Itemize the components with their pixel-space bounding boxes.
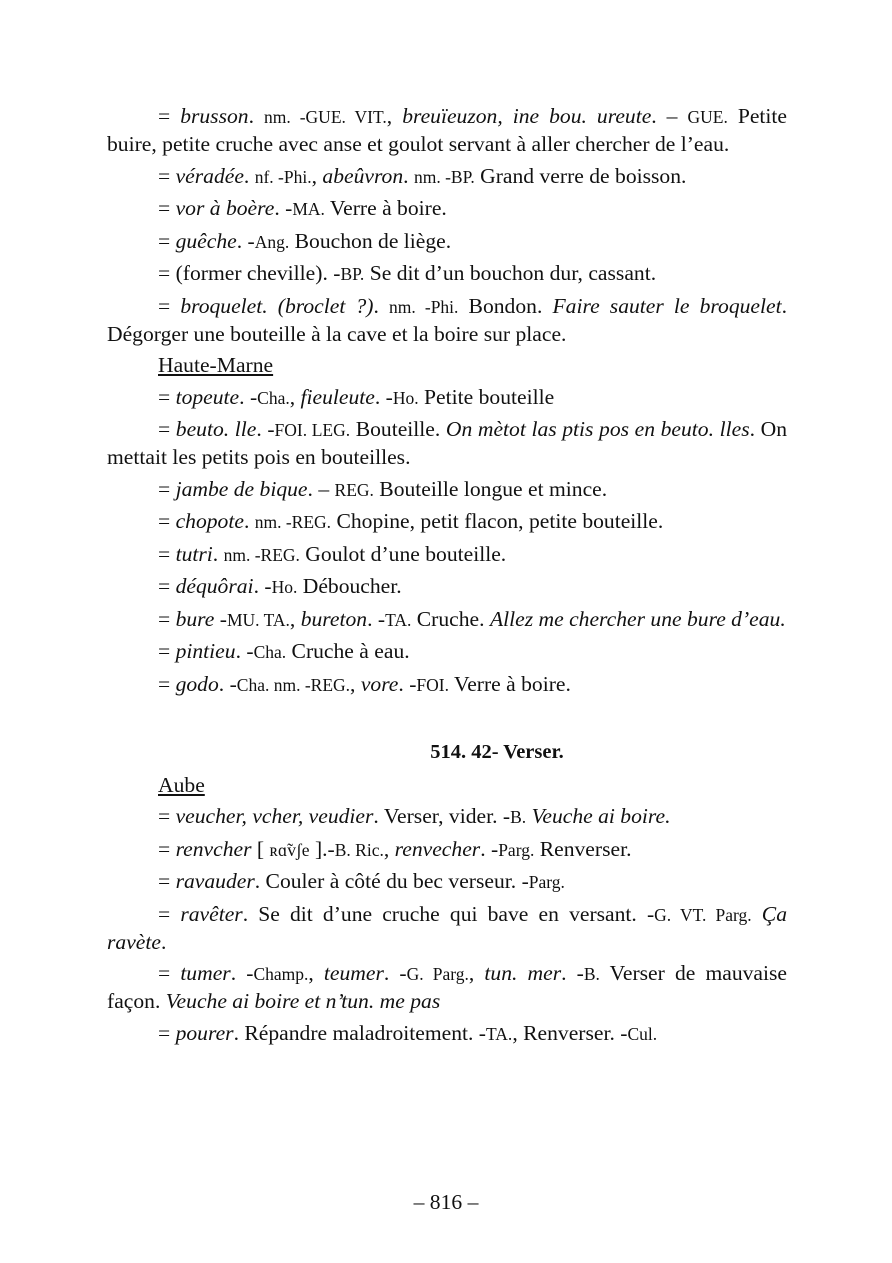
entry-text: . Couler à côté du bec verseur. -: [254, 869, 529, 893]
region-heading: Haute-Marne: [158, 353, 274, 377]
entry-text: ,: [308, 961, 324, 985]
source-abbreviation: Ang.: [254, 231, 290, 252]
entry-text: = (former cheville). -: [158, 261, 341, 285]
dialect-term: vor à boère: [175, 196, 275, 220]
source-abbreviation: FOI. LEG.: [274, 420, 351, 440]
dialect-term: brusson: [180, 104, 249, 128]
entry-text: Renverser.: [534, 836, 632, 861]
dialect-term: renvcher: [175, 836, 252, 861]
entry-text: . -: [374, 384, 393, 409]
source-abbreviation: B. Ric.: [334, 839, 384, 860]
entry-text: . -: [561, 961, 584, 985]
entry-text: . -: [239, 384, 258, 409]
dialect-term: vore: [360, 671, 399, 696]
source-abbreviation: ʀɑ̃vʃe: [269, 839, 310, 860]
dialect-term: Allez me chercher une bure d’eau.: [489, 606, 786, 631]
dictionary-entry: [107, 606, 787, 634]
dialect-term: Ça ravète: [107, 901, 787, 954]
entry-text: Verre à boire.: [448, 671, 571, 696]
entry-text: =: [158, 196, 176, 220]
dictionary-entry: [107, 803, 787, 831]
dialect-term: ravêter: [180, 901, 243, 926]
entry-text: .: [160, 929, 167, 954]
source-abbreviation: Ho.: [271, 577, 298, 597]
entry-text: =: [158, 639, 176, 663]
dictionary-entry: [107, 163, 787, 191]
source-abbreviation: MU. TA.: [226, 609, 290, 630]
entry-text: Déboucher.: [297, 574, 402, 598]
entry-text: .: [248, 104, 264, 128]
source-abbreviation: Parg.: [528, 872, 565, 892]
source-abbreviation: GUE.: [687, 107, 728, 127]
entry-text: =: [158, 869, 176, 893]
entry-text: .: [243, 163, 255, 188]
source-abbreviation: nm. -GUE. VIT.: [264, 107, 387, 127]
entry-text: =: [158, 476, 176, 501]
dialect-term: renvecher: [394, 836, 481, 861]
entry-text: .: [243, 509, 255, 533]
source-abbreviation: BP.: [340, 264, 365, 284]
region-heading: Aube: [158, 772, 205, 797]
source-abbreviation: nf. -Phi.: [254, 166, 312, 187]
entry-text: =: [158, 384, 176, 409]
entry-text: Petite bouteille: [418, 384, 555, 409]
entry-text: =: [158, 104, 181, 128]
dictionary-entry: [107, 195, 787, 223]
entry-text: =: [158, 228, 176, 253]
dictionary-entry: [107, 573, 787, 601]
dialect-term: veucher, vcher, veudier: [175, 804, 374, 828]
dialect-term: pintieu: [175, 639, 236, 663]
entry-text: . -: [218, 671, 237, 696]
entry-text: . -: [383, 961, 407, 985]
entry-text: Bouteille.: [350, 417, 446, 441]
source-abbreviation: nm. -BP.: [413, 166, 475, 187]
entry-text: . -: [480, 836, 499, 861]
page-body: [107, 103, 787, 1052]
dialect-term: véradée: [175, 163, 244, 188]
entry-text: Bouteille longue et mince.: [373, 476, 608, 501]
source-abbreviation: Ho.: [392, 387, 419, 408]
page-number: – 816 –: [413, 1190, 479, 1214]
dialect-term: guêche: [175, 228, 237, 253]
entry-text: ].-: [309, 836, 335, 861]
dictionary-entry: [107, 638, 787, 666]
dialect-term: Faire sauter le broquelet: [552, 293, 782, 318]
source-abbreviation: MA.: [292, 199, 325, 219]
dictionary-entry: [107, 228, 787, 256]
dictionary-entry: [107, 1020, 787, 1048]
source-abbreviation: Cha.: [253, 642, 287, 662]
dialect-term: Veuche ai boire.: [531, 804, 671, 828]
dialect-term: bure: [175, 606, 215, 631]
entry-text: Petite buire, petite cruche avec anse et goulot servant à aller chercher de l’eau.: [107, 104, 788, 156]
entry-text: . Répandre maladroitement. -: [233, 1020, 486, 1045]
dictionary-entry: [107, 293, 787, 348]
source-abbreviation: REG.: [334, 479, 374, 500]
dialect-term: teumer: [323, 961, 384, 985]
entry-text: ,: [350, 671, 361, 696]
dialect-term: ravauder: [175, 869, 255, 893]
source-abbreviation: nm. -REG.: [254, 512, 332, 532]
entry-text: . Se dit d’une cruche qui bave en versant. -: [242, 901, 655, 926]
section-title: 514. 42- Verser.: [430, 740, 564, 763]
source-abbreviation: Cha. nm. -REG.: [236, 674, 351, 695]
source-abbreviation: FOI.: [416, 674, 449, 695]
entry-text: Bouchon de liège.: [289, 228, 452, 253]
dictionary-entry: [107, 836, 787, 864]
dictionary-entry: [107, 671, 787, 699]
entry-text: =: [158, 541, 176, 566]
source-abbreviation: nm. -REG.: [223, 544, 300, 565]
entry-text: =: [158, 671, 176, 696]
entry-text: =: [158, 574, 176, 598]
source-abbreviation: Cha.: [257, 387, 290, 408]
entry-text: ,: [383, 836, 395, 861]
dictionary-entry: [107, 508, 787, 536]
entry-text: ,: [289, 606, 301, 631]
dialect-term: beuto. lle: [175, 417, 257, 441]
entry-text: . -: [236, 228, 255, 253]
entry-text: Cruche.: [411, 606, 490, 631]
entry-text: . -: [253, 574, 272, 598]
entry-text: , Renverser. -: [512, 1020, 628, 1045]
entry-text: Goulot d’une bouteille.: [299, 541, 507, 566]
entry-text: Verre à boire.: [324, 196, 447, 220]
entry-text: ,: [311, 163, 323, 188]
dialect-term: jambe de bique: [175, 476, 308, 501]
entry-text: =: [158, 417, 176, 441]
dialect-term: breuïeuzon, ine bou. ureute: [402, 104, 652, 128]
entry-text: . -: [230, 961, 254, 985]
dialect-term: déquôrai: [175, 574, 254, 598]
dictionary-entry: [107, 384, 787, 412]
entry-text: Verser de mauvaise façon.: [107, 961, 788, 1013]
source-abbreviation: G. Parg.: [406, 964, 469, 984]
entry-text: [752, 902, 762, 926]
entry-text: =: [158, 961, 181, 985]
dictionary-entry: [107, 901, 787, 956]
entry-text: ,: [289, 384, 301, 409]
entry-text: Cruche à eau.: [286, 639, 410, 663]
entry-text: Bondon.: [458, 293, 553, 318]
entry-text: . -: [367, 606, 386, 631]
dialect-term: tun. mer: [484, 961, 562, 985]
entry-text: . -: [398, 671, 417, 696]
entry-text: . -: [235, 639, 254, 663]
dialect-term: bureton: [300, 606, 368, 631]
source-abbreviation: B.: [583, 964, 600, 984]
dictionary-entry: [107, 476, 787, 504]
source-abbreviation: Champ.: [253, 964, 309, 984]
entry-text: Chopine, petit flacon, petite bouteille.: [331, 509, 664, 533]
entry-text: Grand verre de boisson.: [474, 163, 687, 188]
dictionary-entry: [107, 416, 787, 471]
entry-text: . Dégorger une bouteille à la cave et la boire sur place.: [107, 293, 787, 346]
dialect-term: broquelet. (broclet ?): [180, 293, 374, 318]
entry-text: ,: [386, 104, 403, 128]
entry-text: . –: [307, 476, 335, 501]
entry-text: ,: [468, 961, 485, 985]
entry-text: -: [214, 606, 227, 631]
dialect-term: On mètot las ptis pos en beuto. lles: [445, 417, 750, 441]
entry-text: =: [158, 804, 176, 828]
dictionary-entry: [107, 868, 787, 896]
entry-text: [: [251, 836, 270, 861]
entry-text: =: [158, 163, 176, 188]
entry-text: =: [158, 606, 176, 631]
dialect-term: pourer: [175, 1020, 234, 1045]
entry-text: Se dit d’un bouchon dur, cassant.: [364, 261, 657, 285]
entry-text: =: [158, 836, 176, 861]
entry-text: =: [158, 901, 181, 926]
dialect-term: tutri: [175, 541, 213, 566]
source-abbreviation: Parg.: [498, 839, 535, 860]
entry-text: .: [373, 293, 390, 318]
source-abbreviation: G. VT. Parg.: [654, 904, 752, 925]
entry-text: . Verser, vider. -: [373, 804, 511, 828]
source-abbreviation: Cul.: [627, 1023, 658, 1044]
entry-text: .: [212, 541, 224, 566]
dictionary-entry: [107, 103, 787, 158]
dialect-term: tumer: [180, 961, 231, 985]
dialect-term: chopote: [175, 509, 244, 533]
dictionary-entry: [107, 960, 787, 1015]
dialect-term: Veuche ai boire et n’tun. me pas: [165, 989, 441, 1013]
entry-text: . -: [256, 417, 275, 441]
entry-text: =: [158, 509, 176, 533]
source-abbreviation: B.: [510, 807, 527, 827]
dialect-term: abeûvron: [322, 163, 404, 188]
dialect-term: topeute: [175, 384, 240, 409]
entry-text: . –: [651, 104, 688, 128]
entry-text: .: [403, 163, 414, 188]
entry-text: =: [158, 293, 181, 318]
dialect-term: godo: [175, 671, 219, 696]
source-abbreviation: TA.: [385, 609, 412, 630]
entry-text: . -: [274, 196, 293, 220]
dictionary-entry: [107, 541, 787, 569]
entry-text: =: [158, 1020, 176, 1045]
source-abbreviation: TA.: [486, 1023, 513, 1044]
entry-text: . On mettait les petits pois en bouteilles.: [107, 417, 788, 469]
source-abbreviation: nm. -Phi.: [389, 296, 459, 317]
dictionary-entry: [107, 260, 787, 288]
dialect-term: fieuleute: [300, 384, 375, 409]
